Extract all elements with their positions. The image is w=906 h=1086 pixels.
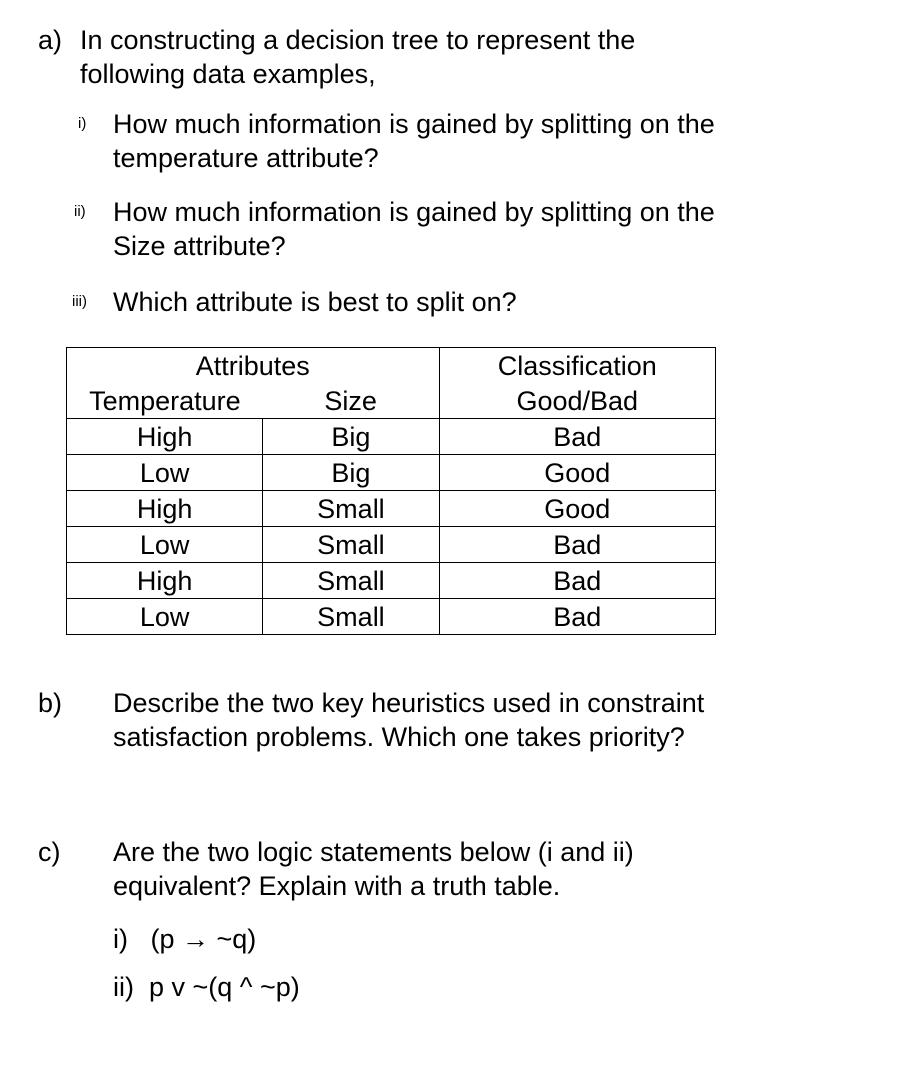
cell-class: Bad [439, 599, 715, 635]
cell-class: Bad [439, 563, 715, 599]
part-c-line2: equivalent? Explain with a truth table. [113, 871, 561, 901]
cell-temperature: High [67, 419, 263, 455]
part-a-intro-line1: In constructing a decision tree to represent the [80, 25, 636, 55]
logic-statement-i: i) (p → ~q) [113, 924, 257, 954]
header-temperature: Temperature [67, 383, 263, 419]
sub-ii-label: ii) [74, 203, 86, 220]
table-row [67, 563, 716, 599]
decision-tree-data-table [66, 347, 716, 635]
table-row [67, 491, 716, 527]
cell-size: Small [263, 563, 439, 599]
part-c-label: c) [38, 837, 61, 867]
part-a-intro-line2: following data examples, [80, 59, 376, 89]
logic-statement-ii: ii) p v ~(q ^ ~p) [113, 972, 300, 1002]
cell-temperature: High [67, 491, 263, 527]
cell-size: Big [263, 455, 439, 491]
sub-ii-line1: How much information is gained by splitting on the [113, 197, 715, 227]
header-attributes: Attributes [67, 348, 440, 384]
table-row [67, 527, 716, 563]
cell-size: Big [263, 419, 439, 455]
table-row [67, 455, 716, 491]
table-header-row-1 [67, 348, 716, 384]
cell-size: Small [263, 491, 439, 527]
sub-iii-line1: Which attribute is best to split on? [113, 287, 517, 317]
part-b-label: b) [38, 688, 63, 718]
cell-temperature: Low [67, 455, 263, 491]
cell-temperature: Low [67, 599, 263, 635]
cell-class: Good [439, 455, 715, 491]
cell-temperature: Low [67, 527, 263, 563]
sub-ii-line2: Size attribute? [113, 231, 286, 261]
header-good-bad: Good/Bad [439, 383, 715, 419]
cell-size: Small [263, 599, 439, 635]
table-row [67, 419, 716, 455]
table-header-row-2 [67, 383, 716, 419]
header-size: Size [263, 383, 439, 419]
sub-iii-label: iii) [72, 293, 87, 310]
part-b-line1: Describe the two key heuristics used in constraint [113, 688, 705, 718]
sub-i-line2: temperature attribute? [113, 143, 379, 173]
table-row [67, 599, 716, 635]
cell-class: Good [439, 491, 715, 527]
part-b-line2: satisfaction problems. Which one takes priority? [113, 722, 685, 752]
sub-i-line1: How much information is gained by splitting on the [113, 109, 715, 139]
sub-i-label: i) [78, 115, 87, 132]
part-c-line1: Are the two logic statements below (i and ii) [113, 837, 634, 867]
cell-class: Bad [439, 419, 715, 455]
cell-temperature: High [67, 563, 263, 599]
header-classification: Classification [439, 348, 715, 384]
cell-size: Small [263, 527, 439, 563]
part-a-label: a) [38, 25, 63, 55]
cell-class: Bad [439, 527, 715, 563]
